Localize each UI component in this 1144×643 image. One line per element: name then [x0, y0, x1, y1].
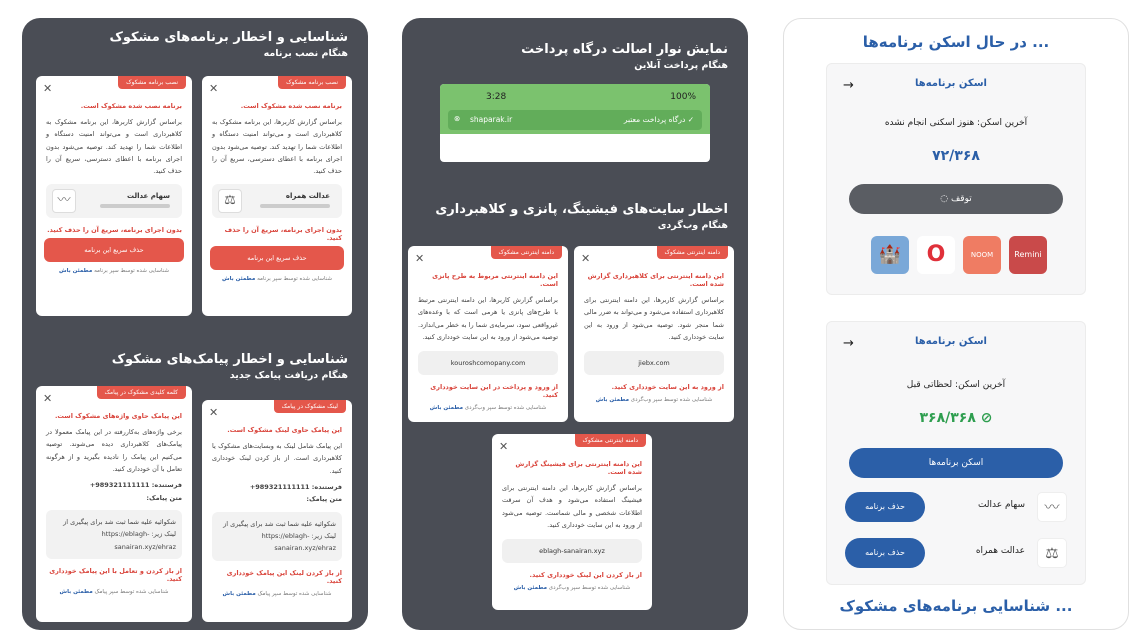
- spinner-icon: ◌: [940, 194, 949, 204]
- card-text: برخی واژه‌های به‌کاررفته در این پیامک معمولا در پیامک‌های کلاهبرداری دیده می‌شوند. توصیه می‌کنیم این پیامک را نادیده بگیرید و از هرگونه تعامل با آن خودداری کنید.: [46, 428, 182, 474]
- title: شناسایی و اخطار پیامک‌های مشکوک: [111, 352, 348, 367]
- gateway-domain: shaparak.ir: [470, 115, 513, 124]
- card-text: براساس گزارش کاربرها، این دامنه اینترنتی مرتبط با طرح‌های پانزی یا هرمی است که با وعده‌های غیرواقعی سود، سرمایه‌ی شما را به خطر می‌اندازد. توصیه می‌شود از ورود به این سایت خودداری کنید.: [418, 296, 558, 342]
- alert-tag: لینک مشکوک در پیامک: [274, 400, 346, 413]
- card-title: برنامه نصب شده مشکوک است.: [240, 102, 342, 110]
- sender: فرستنده: 989321111111+: [89, 481, 182, 490]
- close-icon[interactable]: ✕: [43, 82, 53, 95]
- warning-text: از ورود به این سایت خودداری کنید.: [611, 383, 724, 392]
- last-scan: آخرین اسکن: هنوز اسکنی انجام نشده: [884, 118, 1028, 128]
- scale-icon: ⚖: [1037, 538, 1067, 568]
- scan-title: اسکن برنامه‌ها: [915, 336, 987, 347]
- subtitle: هنگام وب‌گردی: [657, 220, 728, 231]
- title: نمایش نوار اصالت درگاه پرداخت: [521, 42, 728, 57]
- scan-card-in-progress: [826, 63, 1086, 295]
- app-icon-noom: NOOM: [963, 236, 1001, 274]
- status-battery: 100%: [670, 92, 696, 102]
- card-text: براساس گزارش کاربرها، این دامنه اینترنتی برای کلاهبرداری استفاده می‌شود و می‌تواند به ضرر مالی شما منجر شود. توصیه می‌شود از ورود به این سایت خودداری کنید.: [584, 296, 724, 342]
- card-title: این دامنه اینترنتی برای کلاهبرداری گزارش شده است.: [587, 272, 724, 288]
- card-title: این دامنه اینترنتی مربوط به طرح پانزی است.: [432, 272, 558, 288]
- last-scan: آخرین اسکن: لحظاتی قبل: [906, 380, 1006, 390]
- scan-progress: ۷۲/۳۶۸: [932, 148, 980, 164]
- scan-card-complete: [826, 321, 1086, 585]
- card-footer: شناسایی شده توسط سپر وب‌گردی مطمئن باش: [429, 405, 547, 412]
- suspicious-app-card: [202, 76, 352, 316]
- close-icon[interactable]: ✕: [209, 82, 219, 95]
- close-icon[interactable]: ✕: [581, 252, 591, 265]
- payment-gateway-bar: [440, 84, 710, 162]
- card-text: براساس گزارش کاربرها، این برنامه مشکوک به کلاهبرداری است و می‌تواند امنیت دستگاه و اطلاعات شما را تهدید کند. توصیه می‌شود بدون اجرای برنامه با اعطای دسترسی، سریع آن را حذف کنید.: [46, 118, 182, 176]
- alert-tag: دامنه اینترنتی مشکوک: [575, 434, 647, 447]
- alert-tag: نصب برنامه مشکوک: [118, 76, 186, 89]
- scanned-apps: [867, 236, 1047, 276]
- app-icon-remini: Remini: [1009, 236, 1047, 274]
- delete-app-button[interactable]: حذف برنامه: [845, 538, 925, 568]
- app-name: عدالت همراه: [975, 546, 1025, 556]
- alert-tag: کلمه کلیدی مشکوک در پیامک: [97, 386, 186, 399]
- scan-apps-button[interactable]: اسکن برنامه‌ها: [849, 448, 1063, 478]
- card-footer: شناسایی شده توسط سپر وب‌گردی مطمئن باش: [513, 585, 631, 592]
- app-icon-game: 🏰: [871, 236, 909, 274]
- card-title: این دامنه اینترنتی برای فیشینگ گزارش شده است.: [515, 460, 642, 476]
- domain-box: eblagh-sanairan.xyz: [502, 539, 642, 563]
- detected-app-row: [845, 492, 1067, 522]
- card-text: این پیامک شامل لینک به وبسایت‌های مشکوک یا کلاهبرداری است. از باز کردن لینک خودداری کنید.: [212, 442, 342, 475]
- sender: فرستنده: 989321111111+: [249, 483, 342, 492]
- suspicious-domain-card: [408, 246, 568, 422]
- domain-box: kouroshcomopany.com: [418, 351, 558, 375]
- alert-tag: نصب برنامه مشکوک: [278, 76, 346, 89]
- panel-web-protection: [402, 18, 748, 630]
- logo-icon: 〰: [52, 189, 76, 213]
- panel-app-sms-detection: [22, 18, 368, 630]
- app-box: [212, 184, 342, 218]
- scan-header: ... در حال اسکن برنامه‌ها: [862, 33, 1050, 51]
- close-icon[interactable]: ✕: [499, 440, 509, 453]
- card-footer: شناسایی شده توسط سپر برنامه مطمئن باش: [59, 267, 169, 274]
- card-footer: شناسایی شده توسط سپر پیامک مطمئن باش: [59, 589, 169, 596]
- close-icon[interactable]: ✕: [43, 392, 53, 405]
- status-time: 3:28: [486, 92, 507, 102]
- suspicious-sms-card: [202, 400, 352, 622]
- warning-text: از باز کردن لینک این پیامک خودداری کنید.: [226, 568, 342, 585]
- section-title: [112, 352, 348, 381]
- gateway-verified: ✓ درگاه پرداخت معتبر: [623, 115, 694, 124]
- subtitle: هنگام دریافت پیامک جدید: [229, 370, 348, 381]
- section-title: [435, 202, 728, 231]
- section-title: [521, 42, 728, 71]
- alert-tag: دامنه اینترنتی مشکوک: [491, 246, 563, 259]
- check-icon: ⊘: [980, 410, 993, 426]
- gateway-verified-bar[interactable]: [448, 110, 702, 130]
- delete-app-button[interactable]: حذف برنامه: [845, 492, 925, 522]
- app-name: سهام عدالت: [977, 500, 1025, 510]
- subtitle: هنگام پرداخت آنلاین: [634, 60, 728, 71]
- message-box: شکوائیه علیه شما ثبت شد برای پیگیری از لینک زیر: https://eblagh-sanairan.xyz/ehraz: [212, 512, 342, 561]
- warning-text: بدون اجرای برنامه، سریع آن را حذف کنید.: [47, 225, 182, 234]
- app-box: [46, 184, 182, 218]
- body-label: متن پیامک:: [146, 493, 182, 502]
- card-title: این پیامک حاوی لینک مشکوک است.: [227, 426, 342, 434]
- panel-app-scan: [783, 18, 1129, 630]
- close-icon[interactable]: ⊗: [454, 114, 461, 123]
- arrow-icon[interactable]: →: [843, 78, 854, 93]
- warning-text: از ورود و پرداخت در این سایت خودداری کنید.: [430, 383, 558, 400]
- warning-text: بدون اجرای برنامه، سریع آن را حذف کنید.: [224, 225, 342, 242]
- scan-title: اسکن برنامه‌ها: [915, 78, 987, 89]
- domain-box: jiebx.com: [584, 351, 724, 375]
- card-text: براساس گزارش کاربرها، این دامنه اینترنتی برای فیشینگ استفاده می‌شود و هدف آن سرقت اطلاعات شخصی و مالی شماست. توصیه می‌شود از ورود به این سایت خودداری کنید.: [502, 484, 642, 530]
- alert-tag: دامنه اینترنتی مشکوک: [657, 246, 729, 259]
- title: شناسایی و اخطار برنامه‌های مشکوک: [109, 30, 348, 45]
- app-name: سهام عدالت: [127, 191, 170, 200]
- card-footer: شناسایی شده توسط سپر برنامه مطمئن باش: [222, 275, 332, 282]
- app-name: عدالت همراه: [285, 191, 330, 200]
- scan-footer: ... شناسایی برنامه‌های مشکوک: [839, 597, 1073, 615]
- app-logo-icon: 〰: [1037, 492, 1067, 522]
- card-footer: شناسایی شده توسط سپر پیامک مطمئن باش: [222, 590, 332, 597]
- warning-text: از باز کردن و تعامل با این پیامک خودداری کنید.: [49, 567, 182, 584]
- body-label: متن پیامک:: [306, 495, 342, 504]
- scale-icon: ⚖: [218, 189, 242, 213]
- card-title: برنامه نصب شده مشکوک است.: [80, 102, 182, 110]
- warning-text: از باز کردن این لینک خودداری کنید.: [529, 571, 642, 580]
- close-icon[interactable]: ✕: [415, 252, 425, 265]
- card-text: براساس گزارش کاربرها، این برنامه مشکوک به کلاهبرداری است و می‌تواند امنیت دستگاه و اطلاعات شما را تهدید کند. توصیه می‌شود بدون اجرای برنامه با اعطای دسترسی، سریع آن را حذف کنید.: [212, 118, 342, 176]
- title: اخطار سایت‌های فیشینگ، پانزی و کلاهبرداری: [435, 202, 728, 217]
- detected-app-row: [845, 538, 1067, 568]
- scan-progress: ۳۶۸/۳۶۸ ⊘: [919, 410, 993, 426]
- suspicious-app-card: [36, 76, 192, 316]
- suspicious-domain-card: [574, 246, 734, 422]
- stop-scan-button[interactable]: ◌ توقف: [849, 184, 1063, 214]
- card-footer: شناسایی شده توسط سپر وب‌گردی مطمئن باش: [595, 397, 713, 404]
- close-icon[interactable]: ✕: [209, 406, 219, 419]
- app-icon-opera: O: [917, 236, 955, 274]
- arrow-icon[interactable]: →: [843, 336, 854, 351]
- section-title: [110, 30, 348, 59]
- subtitle: هنگام نصب برنامه: [263, 48, 348, 59]
- suspicious-domain-card: [492, 434, 652, 610]
- message-box: شکوائیه علیه شما ثبت شد برای پیگیری از لینک زیر: https://eblagh-sanairan.xyz/ehraz: [46, 510, 182, 559]
- suspicious-sms-card: [36, 386, 192, 622]
- delete-app-button[interactable]: حذف سریع این برنامه: [210, 246, 344, 270]
- delete-app-button[interactable]: حذف سریع این برنامه: [44, 238, 184, 262]
- card-title: این پیامک حاوی واژه‌های مشکوک است.: [54, 412, 182, 420]
